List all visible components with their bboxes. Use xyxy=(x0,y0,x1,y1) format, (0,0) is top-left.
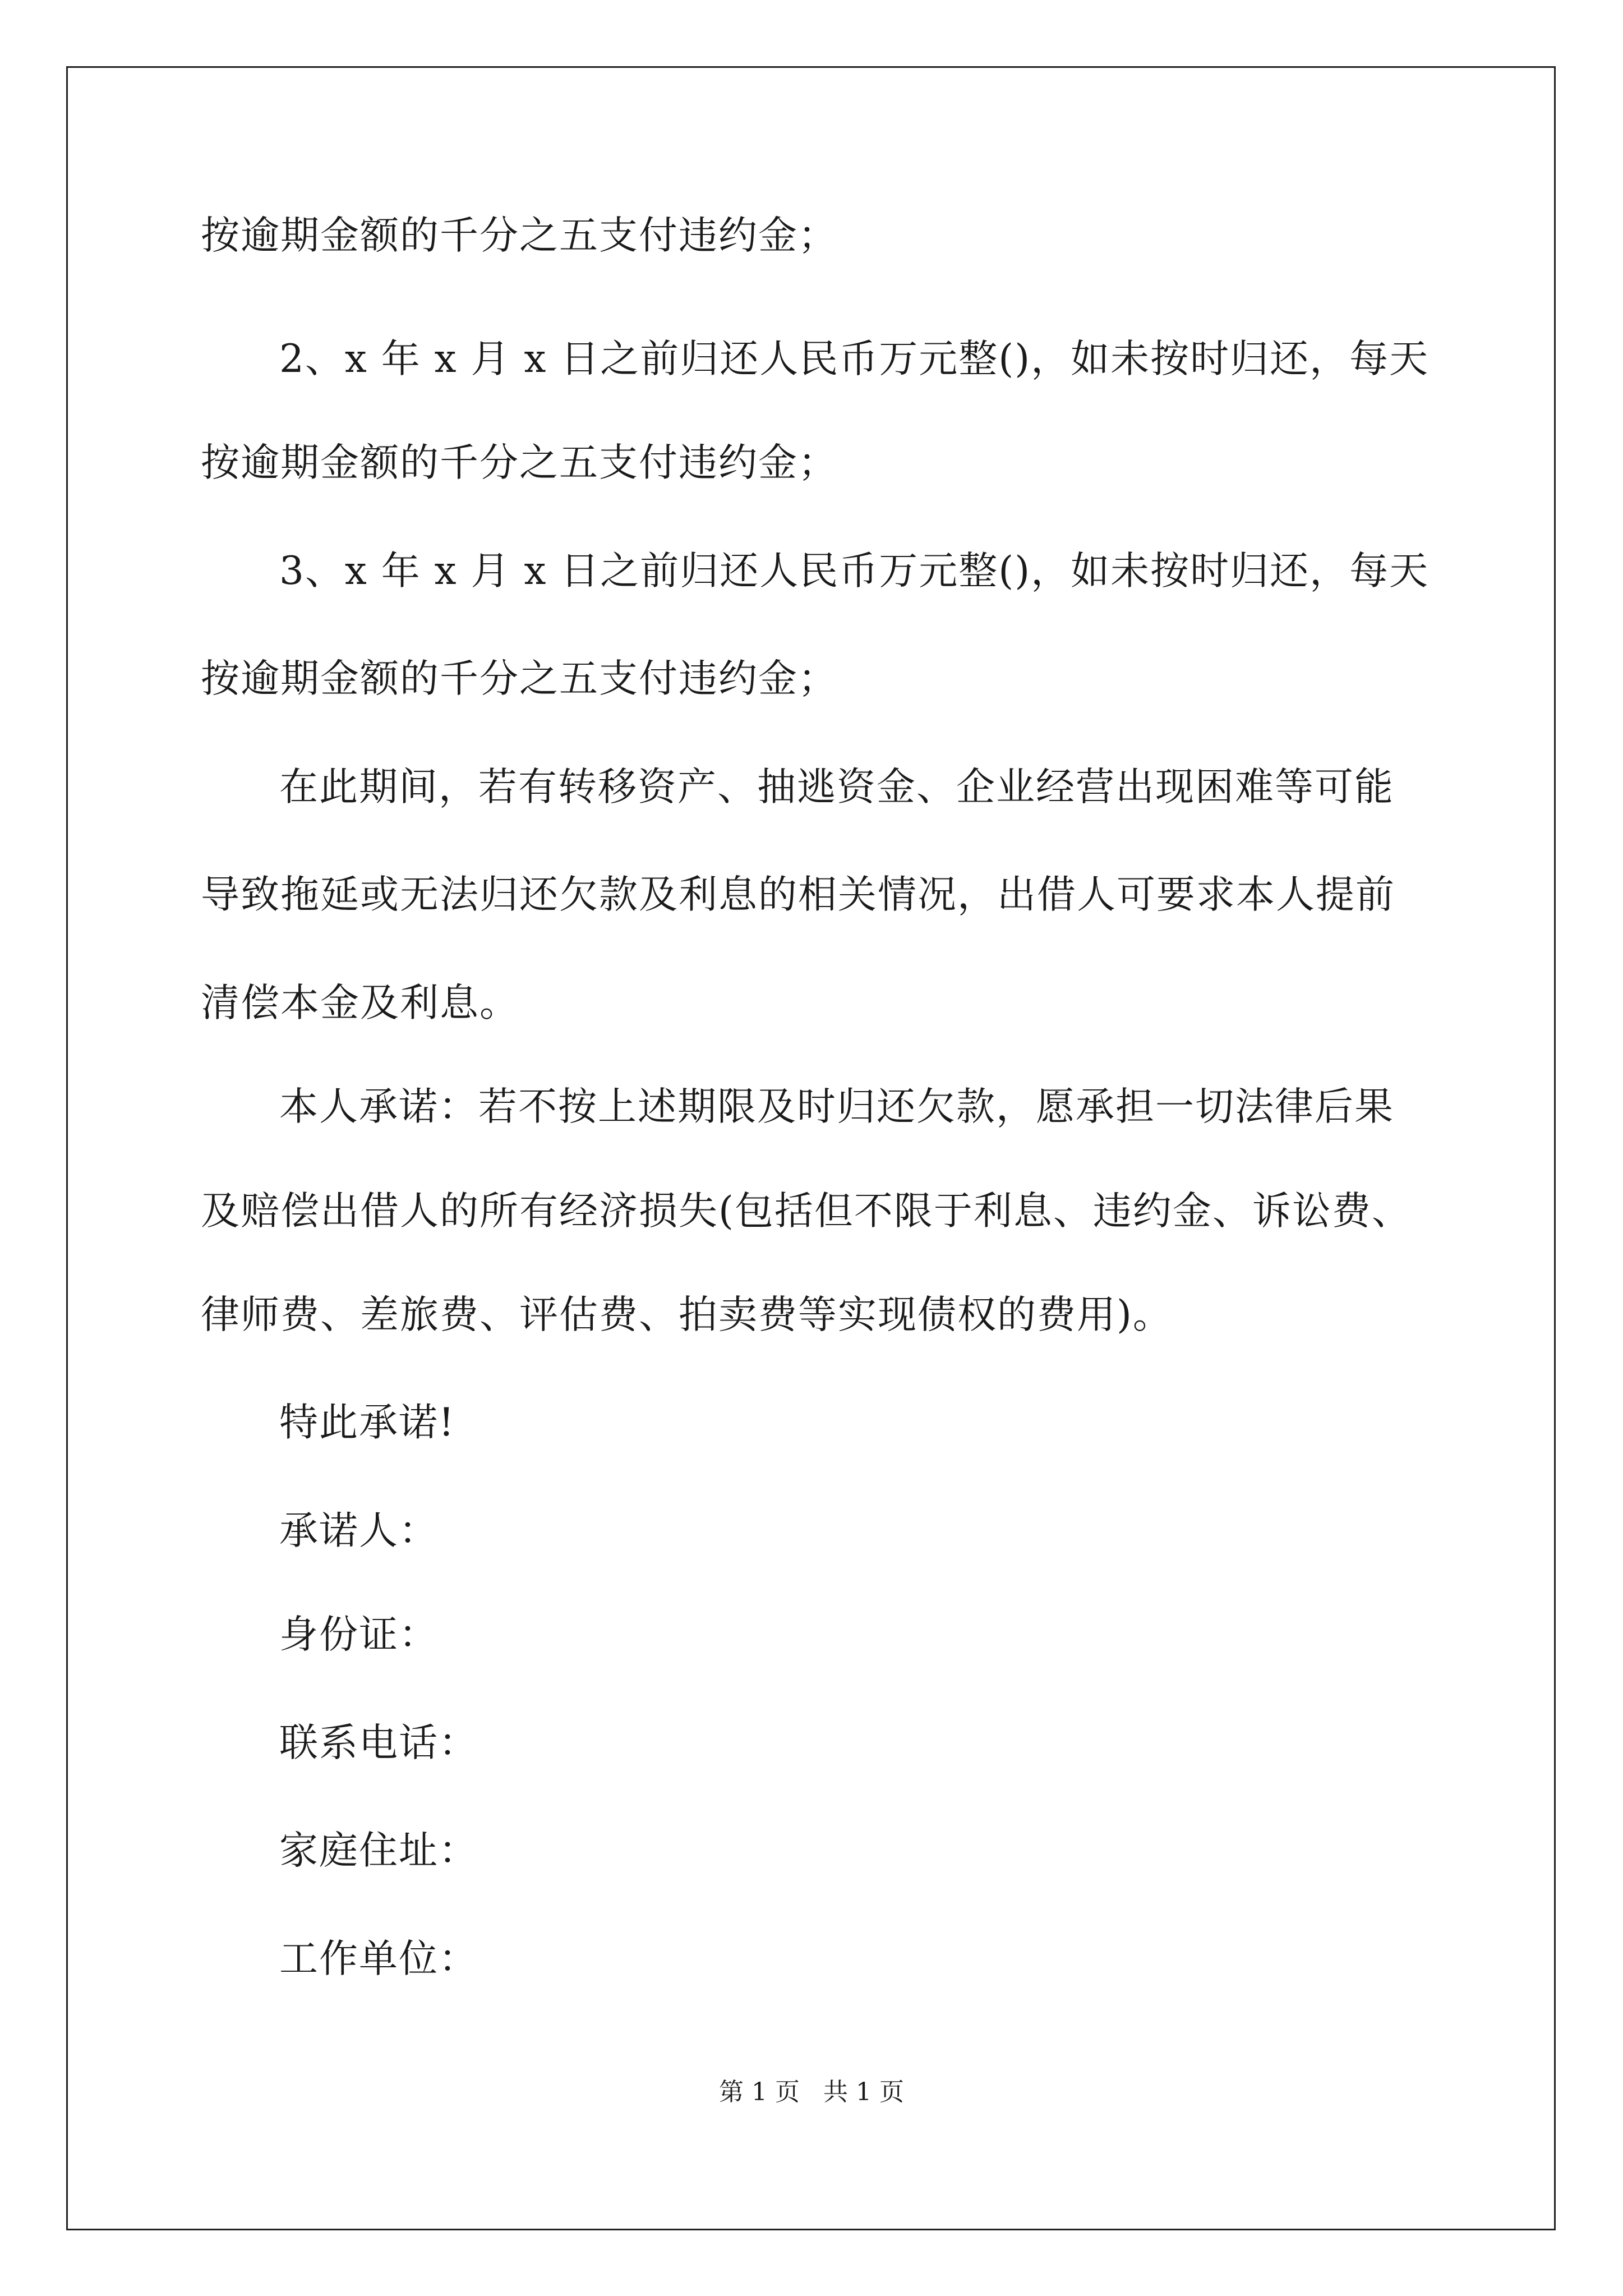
text-line: 按逾期金额的千分之五支付违约金； xyxy=(201,440,838,485)
text-line: 导致拖延或无法归还欠款及利息的相关情况，出借人可要求本人提前 xyxy=(201,872,1395,917)
signature-field-address: 家庭住址： xyxy=(279,1828,478,1873)
page-number: 第 1 页 共 1 页 xyxy=(719,2078,904,2106)
text-line: 在此期间，若有转移资产、抽逃资金、企业经营出现困难等可能 xyxy=(279,765,1394,809)
text-line: 律师费、差旅费、评估费、拍卖费等实现债权的费用)。 xyxy=(201,1292,1173,1337)
text-line: 2、x 年 x 月 x 日之前归还人民币万元整()，如未按时归还，每天 xyxy=(279,337,1430,381)
text-line: 3、x 年 x 月 x 日之前归还人民币万元整()，如未按时归还，每天 xyxy=(279,549,1430,593)
text-line: 按逾期金额的千分之五支付违约金； xyxy=(201,213,838,258)
text-line: 及赔偿出借人的所有经济损失(包括但不限于利息、违约金、诉讼费、 xyxy=(201,1189,1412,1234)
text-line: 清偿本金及利息。 xyxy=(201,981,519,1025)
text-line: 本人承诺：若不按上述期限及时归还欠款，愿承担一切法律后果 xyxy=(279,1084,1394,1129)
signature-field-phone: 联系电话： xyxy=(279,1720,478,1765)
text-line: 特此承诺! xyxy=(279,1400,455,1445)
page-border xyxy=(66,66,1556,2230)
signature-field-promisor: 承诺人： xyxy=(279,1508,439,1553)
text-line: 按逾期金额的千分之五支付违约金； xyxy=(201,656,838,701)
signature-field-id-card: 身份证： xyxy=(279,1612,439,1657)
signature-field-employer: 工作单位： xyxy=(279,1936,478,1981)
